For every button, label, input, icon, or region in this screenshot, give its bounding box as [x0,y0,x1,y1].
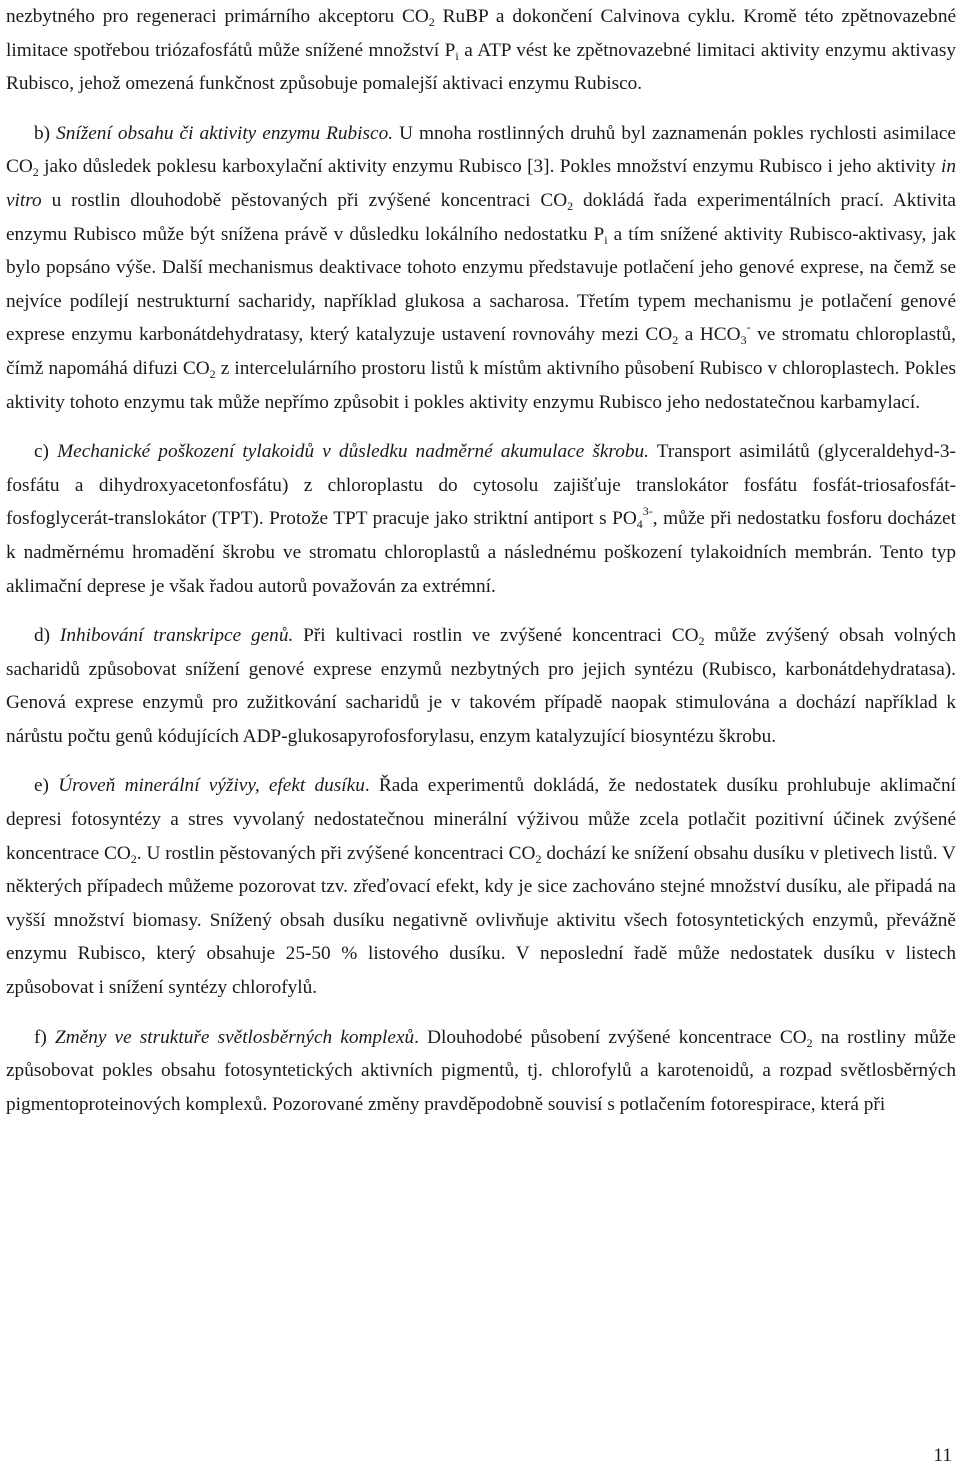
body-text: u rostlin dlouhodobě pěstovaných při zvýšené koncentraci CO [41,189,568,211]
body-text: Transport asimilátů (glyceraldehyd-3-fosfátu a dihydroxyacetonfosfátu) z chloroplastu do cytosolu zajišťuje translokátor fosfátu fosfát-triosafosfát-fosfoglycerát-translokátor (TPT). Protože TPT pracuje jako striktní antiport s PO [6,441,956,530]
section-heading-italic: Inhibování transkripce genů. [59,625,294,647]
body-text: . Dlouhodobé působení zvýšené koncentrace CO [414,1026,807,1048]
body-text: jako důsledek poklesu karboxylační aktivity enzymu Rubisco [3]. Pokles množství enzymu Rubisco i jeho aktivity [38,156,941,178]
body-text: na rostliny může způsobovat pokles obsahu fotosyntetických aktivních pigmentů, tj. chlorofylů a karotenoidů, a rozpad světlosběrných pigmentoproteinových komplexů. Pozorované změny pravděpodobně souvisí s potlačením fotorespirace, která při [6,1026,956,1115]
subscript-text: 3 [740,333,747,348]
body-text: U mnoha rostlinných druhů byl zaznamenán pokles rychlosti asimilace CO [6,122,956,178]
subscript-text: i [455,48,459,63]
subscript-text: 2 [428,15,435,29]
body-text: . U rostlin pěstovaných při zvýšené koncentraci CO [136,842,536,864]
subscript-text: 2 [130,851,137,866]
subscript-text: 2 [535,851,542,866]
subscript-text: 4 [636,517,643,532]
body-text: může zvýšený obsah volných sacharidů způsobovat snížení genové exprese enzymů nezbytných pro jejich syntézu (Rubisco, karbonátdehydratasa). Genová exprese enzymů pro zužitkování sacharidů je v takovém případě naopak stimulována a dochází například k nárůstu počtu genů kódujících ADP-glukosapyrofosforylasu, enzym katalyzující biosyntézu škrobu. [6,625,956,747]
body-text: a HCO [678,324,741,346]
subscript-text: 2 [567,198,574,213]
section-heading-italic: Změny ve struktuře světlosběrných komplexů [55,1026,415,1048]
superscript-text: 3- [642,504,653,519]
body-text: RuBP a dokončení Calvinova cyklu. Kromě této zpětnovazebné limitace spotřebou triózafosfátů může snížené množství P [6,6,957,61]
body-text: dokládá řada experimentálních prací. Aktivita enzymu Rubisco může být snížena právě v důsledku lokálního nedostatku P [6,189,956,245]
body-text: a ATP vést ke zpětnovazebné limitaci aktivity enzymu aktivasy Rubisco, jehož omezená funkčnost způsobuje pomalejší aktivaci enzymu Rubisco. [6,39,957,95]
paragraph-e-nitrogen-effect [6,769,956,1004]
subscript-text: 2 [32,165,39,180]
paragraph-f-light-harvesting-complexes [6,1021,956,1122]
superscript-text: - [746,320,751,335]
body-text: ve stromatu chloroplastů, čímž napomáhá difuzi CO [6,324,956,379]
subscript-text: 2 [209,366,216,381]
paragraph-intro-continued [6,0,956,101]
page-number: 11 [933,1445,952,1466]
body-text: nezbytného pro regeneraci primárního akceptoru CO [6,6,429,27]
body-text: dochází ke snížení obsahu dusíku v pletivech listů. V některých případech můžeme pozorovat tzv. zřeďovací efekt, kdy je sice zachováno stejné množství dusíku, ale připadá na vyšší množství biomasy. Snížený obsah dusíku negativně ovlivňuje aktivitu všech fotosyntetických enzymů, převážně enzymu Rubisco, který obsahuje 25-50 % listového dusíku. V neposlední řadě může nedostatek dusíku v listech způsobovat i snížení syntézy chlorofylů. [6,842,956,999]
body-text: e) [34,775,59,797]
body-text: z intercelulárního prostoru listů k místům aktivního působení Rubisco v chloroplastech. Pokles aktivity tohoto enzymu tak může nepřímo způsobit i pokles aktivity enzymu Rubisco jeho nedostatečnou karbamylací. [6,357,956,413]
body-text: , může při nedostatku fosforu docházet k nadměrnému hromadění škrobu ve stromatu chloroplastů a následnému poškození tylakoidních membrán. Tento typ aklimační deprese je však řadou autorů považován za extrémní. [6,508,956,597]
body-text: c) [34,441,58,463]
body-text: d) [34,625,60,647]
section-heading-italic: Snížení obsahu či aktivity enzymu Rubisco. [56,122,394,144]
body-text: Při kultivaci rostlin ve zvýšené koncentraci CO [293,625,699,647]
body-text: b) [34,122,57,144]
body-text: f) [34,1026,55,1048]
section-heading-italic: in vitro [6,156,956,211]
subscript-text: i [604,232,608,247]
subscript-text: 2 [672,333,679,348]
section-heading-italic: Úroveň minerální výživy, efekt dusíku [58,775,365,797]
paragraph-d-transcription-inhibition [6,619,956,753]
subscript-text: 2 [698,634,705,649]
section-heading-italic: Mechanické poškození tylakoidů v důsledku nadměrné akumulace škrobu. [57,441,649,463]
paragraph-b-rubisco-decrease [6,117,956,419]
paragraph-c-thylakoid-damage [6,435,956,603]
body-text: a tím snížené aktivity Rubisco-aktivasy, jak bylo popsáno výše. Další mechanismus deaktivace tohoto enzymu představuje potlačení jeho genové exprese, na čemž se nejvíce podílejí nestrukturní sacharidy, například glukosa a sacharosa. Třetím typem mechanismu je potlačení genové exprese enzymu karbonátdehydratasy, který katalyzuje ustavení rovnováhy mezi CO [6,223,956,346]
document-page [6,0,956,1121]
subscript-text: 2 [806,1035,813,1050]
body-text: . Řada experimentů dokládá, že nedostatek dusíku prohlubuje aklimační depresi fotosyntézy a stres vyvolaný nedostatečnou minerální výživou může zcela potlačit pozitivní účinek zvýšené koncentrace CO [6,775,956,864]
